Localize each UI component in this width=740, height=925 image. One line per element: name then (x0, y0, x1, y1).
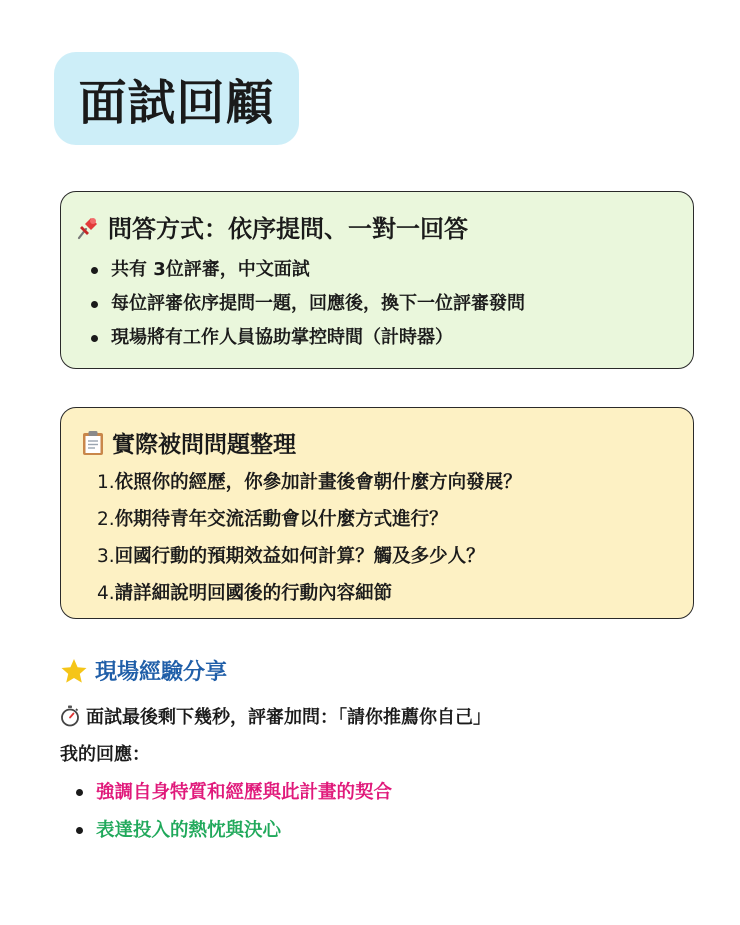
star-icon (60, 657, 88, 685)
reply-list (74, 776, 392, 852)
list-item: 4.請詳細說明回國後的行動內容細節 (97, 583, 393, 604)
title-pill (54, 52, 299, 145)
qa-method-title: 問答方式：依序提問、一對一回答 (108, 215, 468, 243)
reply-item-1: 強調自身特質和經歷與此計畫的契合 (74, 776, 392, 814)
list-item: 3.回國行動的預期效益如何計算？觸及多少人？ (97, 546, 485, 567)
list-item: 1.依照你的經歷，你參加計畫後會朝什麼方向發展？ (97, 472, 522, 493)
list-item: 每位評審依序提問一題，回應後，換下一位評審發問 (89, 287, 525, 321)
pushpin-icon (75, 214, 101, 240)
questions-card (60, 407, 694, 619)
timer-line (60, 703, 491, 729)
qa-method-list (89, 253, 525, 355)
timer-text: 面試最後剩下幾秒，評審加問：「請你推薦你自己」 (86, 707, 491, 728)
list-item: 共有 3位評審，中文面試 (89, 253, 525, 287)
share-title: 現場經驗分享 (95, 660, 228, 685)
questions-heading (81, 426, 296, 459)
reply-item-2: 表達投入的熱忱與決心 (74, 814, 392, 852)
reply-label: 我的回應： (60, 744, 150, 765)
stopwatch-icon (60, 705, 80, 727)
list-item: 現場將有工作人員協助掌控時間（計時器） (89, 321, 525, 355)
share-heading (60, 655, 227, 686)
clipboard-icon (81, 430, 105, 456)
qa-method-card (60, 191, 694, 369)
qa-method-heading (75, 209, 468, 244)
questions-title: 實際被問問題整理 (112, 432, 296, 458)
list-item: 2.你期待青年交流活動會以什麼方式進行？ (97, 509, 448, 530)
questions-list (97, 464, 522, 612)
page-title: 面試回顧 (78, 75, 275, 131)
